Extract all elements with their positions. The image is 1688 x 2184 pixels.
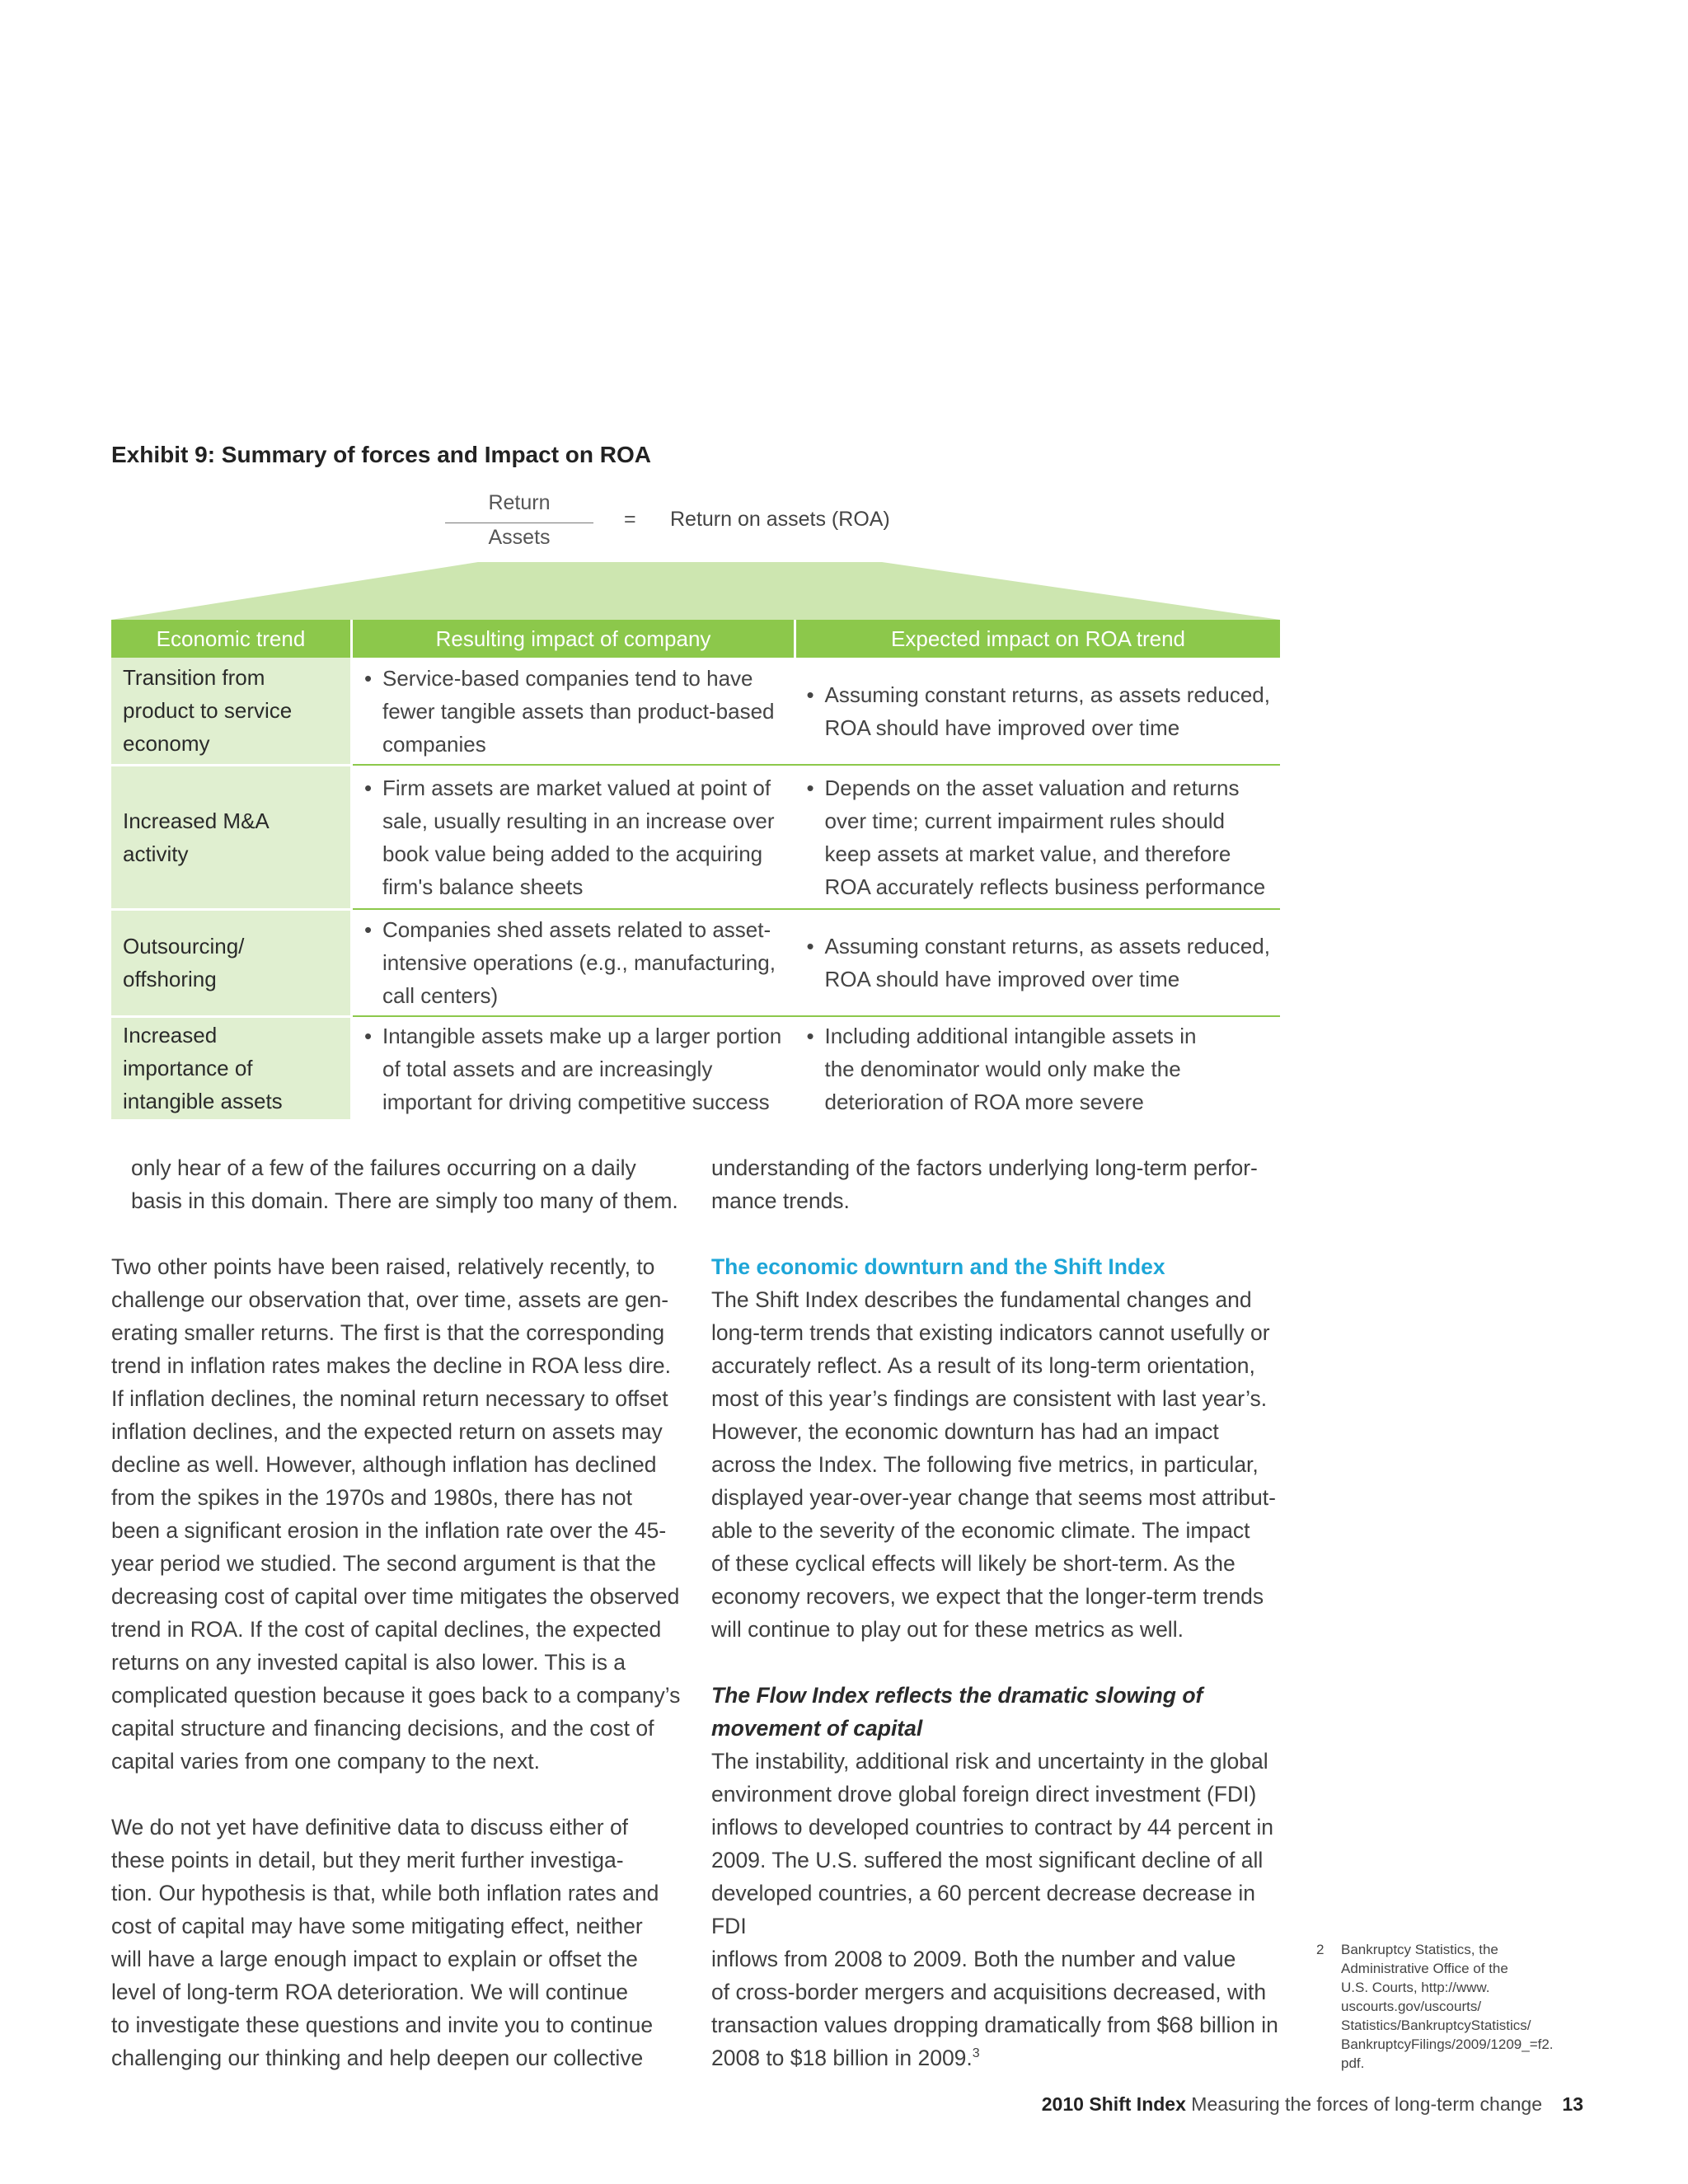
trend-cell [111, 658, 352, 765]
impact-cell [352, 909, 795, 1016]
cell-line: • Assuming constant returns, as assets reduced, [824, 682, 1270, 707]
cell-line: • Depends on the asset valuation and returns [824, 775, 1240, 800]
roa-cell [795, 658, 1281, 765]
formula-numerator: Return [488, 491, 551, 514]
footer-tagline: Measuring the forces of long-term change [1191, 2093, 1543, 2115]
footnote-text [1341, 1940, 1564, 2073]
text-line: Two other points have been raised, relatively recently, to [111, 1254, 655, 1279]
text-line: environment drove global foreign direct investment (FDI) [711, 1782, 1257, 1807]
cell-line: of total assets and are increasingly [382, 1056, 713, 1081]
header-economic-trend: Economic trend [111, 620, 352, 658]
section-heading: The economic downturn and the Shift Index [711, 1254, 1165, 1279]
text-line: decreasing cost of capital over time mitigates the observed [111, 1584, 680, 1609]
bullet-item [364, 913, 795, 1012]
page-footer [1042, 2093, 1583, 2116]
text-line: If inflation declines, the nominal return necessary to offset [111, 1386, 668, 1411]
text-line: these points in detail, but they merit further investiga- [111, 1848, 624, 1872]
cell-line: deterioration of ROA more severe [824, 1089, 1144, 1114]
text-line: of cross-border mergers and acquisitions decreased, with [711, 1980, 1267, 2004]
paragraph [711, 1745, 1288, 2074]
text-line: long-term trends that existing indicators cannot usefully or [711, 1320, 1270, 1345]
text-line: inflation declines, and the expected return on assets may [111, 1419, 663, 1444]
footnote-number: 2 [1316, 1942, 1325, 1957]
text-line: will have a large enough impact to explain or offset the [111, 1947, 638, 1971]
text-line: inflows from 2008 to 2009. Both the number and value [711, 1947, 1236, 1971]
cell-line: • Intangible assets make up a larger portion [382, 1023, 782, 1048]
text-line: economy recovers, we expect that the longer-term trends [711, 1584, 1264, 1609]
text-line: challenge our observation that, over time, assets are gen- [111, 1287, 669, 1312]
cell-line: • Including additional intangible assets in [824, 1023, 1197, 1048]
cell-line: ROA accurately reflects business performance [824, 874, 1266, 899]
cell-line: product to service [123, 698, 293, 724]
text-line: trend in ROA. If the cost of capital declines, the expected [111, 1617, 662, 1642]
text-line: complicated question because it goes back to a company’s [111, 1683, 681, 1708]
table-row [111, 658, 1280, 765]
header-resulting-impact: Resulting impact of company [352, 620, 795, 658]
footnote-ref[interactable]: 3 [972, 2046, 980, 2061]
formula-result: Return on assets (ROA) [670, 508, 890, 531]
roa-cell [795, 1016, 1281, 1120]
cell-line: intensive operations (e.g., manufacturing, [382, 950, 776, 975]
text-line: cost of capital may have some mitigating effect, neither [111, 1914, 643, 1938]
table-row [111, 909, 1280, 1016]
left-text-column [111, 1151, 688, 2074]
cell-line: • Assuming constant returns, as assets reduced, [824, 934, 1270, 958]
text-line: to investigate these questions and invite you to continue [111, 2013, 654, 2037]
text-line: The Shift Index describes the fundamental changes and [711, 1287, 1252, 1312]
text-line: Administrative Office of the [1341, 1961, 1508, 1976]
cell-line: call centers) [382, 983, 499, 1008]
paragraph [111, 1250, 688, 1778]
cell-line: book value being added to the acquiring [382, 841, 763, 866]
text-line: been a significant erosion in the inflation rate over the 45- [111, 1518, 667, 1543]
text-line: challenging our thinking and help deepen our collective [111, 2046, 644, 2070]
table-header-row [111, 620, 1280, 658]
text-line: of these cyclical effects will likely be short-term. As the [711, 1551, 1236, 1576]
roa-formula [441, 491, 903, 557]
footer-brand: 2010 Shift Index [1041, 2093, 1186, 2115]
exhibit-table [111, 620, 1280, 1122]
text-line: from the spikes in the 1970s and 1980s, there has not [111, 1485, 632, 1510]
text-run: 2008 to $18 billion in 2009. [711, 2046, 973, 2070]
bullet-item [807, 1019, 1281, 1118]
trend-cell [111, 1016, 352, 1120]
formula-denominator: Assets [488, 526, 551, 549]
cell-line: companies [382, 731, 486, 757]
text-line: basis in this domain. There are simply too many of them. [131, 1188, 678, 1213]
cell-line: Outsourcing/ [123, 934, 245, 958]
text-line: capital structure and financing decisions, and the cost of [111, 1716, 654, 1741]
text-line: Bankruptcy Statistics, the [1341, 1942, 1498, 1957]
cell-line: activity [123, 841, 189, 866]
cell-line: firm's balance sheets [382, 874, 584, 899]
paragraph [111, 1811, 688, 2074]
subsection-heading: movement of capital [711, 1716, 923, 1741]
cell-line: over time; current impairment rules should [824, 808, 1226, 833]
cell-line: • Service-based companies tend to have [382, 665, 753, 691]
text-line: level of long-term ROA deterioration. We will continue [111, 1980, 628, 2004]
roa-cell [795, 909, 1281, 1016]
impact-cell [352, 658, 795, 765]
cell-line: Increased M&A [123, 808, 270, 833]
page-number: 13 [1562, 2093, 1583, 2115]
cell-line: the denominator would only make the [824, 1056, 1181, 1081]
table-row [111, 1016, 1280, 1120]
footnote [1316, 1940, 1564, 2073]
text-line: The instability, additional risk and uncertainty in the global [711, 1749, 1268, 1774]
bullet-item [364, 771, 795, 903]
text-line: developed countries, a 60 percent decrease decrease in FDI [711, 1881, 1255, 1938]
text-line: able to the severity of the economic climate. The impact [711, 1518, 1250, 1543]
cell-line: Transition from [123, 665, 265, 691]
text-line: However, the economic downturn has had an impact [711, 1419, 1219, 1444]
cell-line: • Firm assets are market valued at point of [382, 775, 771, 800]
text-line: transaction values dropping dramatically from $68 billion in [711, 2013, 1278, 2037]
bullet-item [364, 1019, 795, 1118]
text-line: uscourts.gov/uscourts/ [1341, 1999, 1482, 2014]
subsection-heading: The Flow Index reflects the dramatic slowing of [711, 1683, 1203, 1708]
cell-line: • Companies shed assets related to asset- [382, 917, 771, 942]
text-line: We do not yet have definitive data to discuss either of [111, 1815, 629, 1840]
cell-line: economy [123, 731, 210, 757]
paragraph [711, 1283, 1288, 1646]
text-line: decline as well. However, although inflation has declined [111, 1452, 657, 1477]
roa-cell [795, 765, 1281, 909]
bullet-item [807, 930, 1281, 996]
text-line: year period we studied. The second argument is that the [111, 1551, 656, 1576]
cell-line: Increased [123, 1023, 218, 1047]
continued-paragraph [111, 1151, 688, 1217]
impact-cell [352, 1016, 795, 1120]
text-line: erating smaller returns. The first is that the corresponding [111, 1320, 665, 1345]
cell-line: keep assets at market value, and therefore [824, 841, 1231, 866]
cell-line: fewer tangible assets than product-based [382, 698, 775, 724]
text-line: BankruptcyFilings/2009/1209_=f2. [1341, 2036, 1554, 2052]
cell-line: ROA should have improved over time [824, 967, 1180, 991]
impact-cell [352, 765, 795, 909]
text-line: most of this year’s findings are consistent with last year’s. [711, 1386, 1268, 1411]
text-line: displayed year-over-year change that seems most attribut- [711, 1485, 1276, 1510]
text-line: pdf. [1341, 2055, 1365, 2071]
text-line: accurately reflect. As a result of its long-term orientation, [711, 1353, 1255, 1378]
right-text-column [711, 1151, 1288, 2074]
cell-line: ROA should have improved over time [824, 715, 1180, 740]
cell-line: importance of [123, 1056, 253, 1080]
text-line: mance trends. [711, 1188, 850, 1213]
text-line: will continue to play out for these metrics as well. [711, 1617, 1184, 1642]
text-line: U.S. Courts, http://www. [1341, 1980, 1490, 1995]
cell-line: important for driving competitive success [382, 1089, 770, 1114]
roof-polygon [111, 562, 1280, 620]
cell-line: intangible assets [123, 1089, 283, 1113]
text-line: across the Index. The following five metrics, in particular, [711, 1452, 1259, 1477]
text-line: tion. Our hypothesis is that, while both inflation rates and [111, 1881, 659, 1905]
table-row [111, 765, 1280, 909]
text-line: 2009. The U.S. suffered the most significant decline of all [711, 1848, 1264, 1872]
text-line [711, 2041, 1288, 2074]
continued-paragraph [711, 1151, 1288, 1217]
formula-equals: = [624, 508, 636, 531]
trend-cell [111, 765, 352, 909]
text-line: capital varies from one company to the next. [111, 1749, 540, 1774]
bullet-item [807, 678, 1281, 744]
text-line: returns on any invested capital is also lower. This is a [111, 1650, 626, 1675]
bullet-item [807, 771, 1281, 903]
exhibit-title: Exhibit 9: Summary of forces and Impact on ROA [111, 442, 652, 467]
text-line: inflows to developed countries to contract by 44 percent in [711, 1815, 1274, 1840]
cell-line: sale, usually resulting in an increase over [382, 808, 775, 833]
text-line: understanding of the factors underlying long-term perfor- [711, 1155, 1258, 1180]
cell-line: offshoring [123, 967, 217, 991]
header-expected-impact: Expected impact on ROA trend [795, 620, 1281, 658]
text-line: only hear of a few of the failures occurring on a daily [131, 1155, 636, 1180]
bullet-item [364, 662, 795, 761]
text-line: trend in inflation rates makes the decline in ROA less dire. [111, 1353, 672, 1378]
trend-cell [111, 909, 352, 1016]
text-line: Statistics/BankruptcyStatistics/ [1341, 2018, 1531, 2033]
